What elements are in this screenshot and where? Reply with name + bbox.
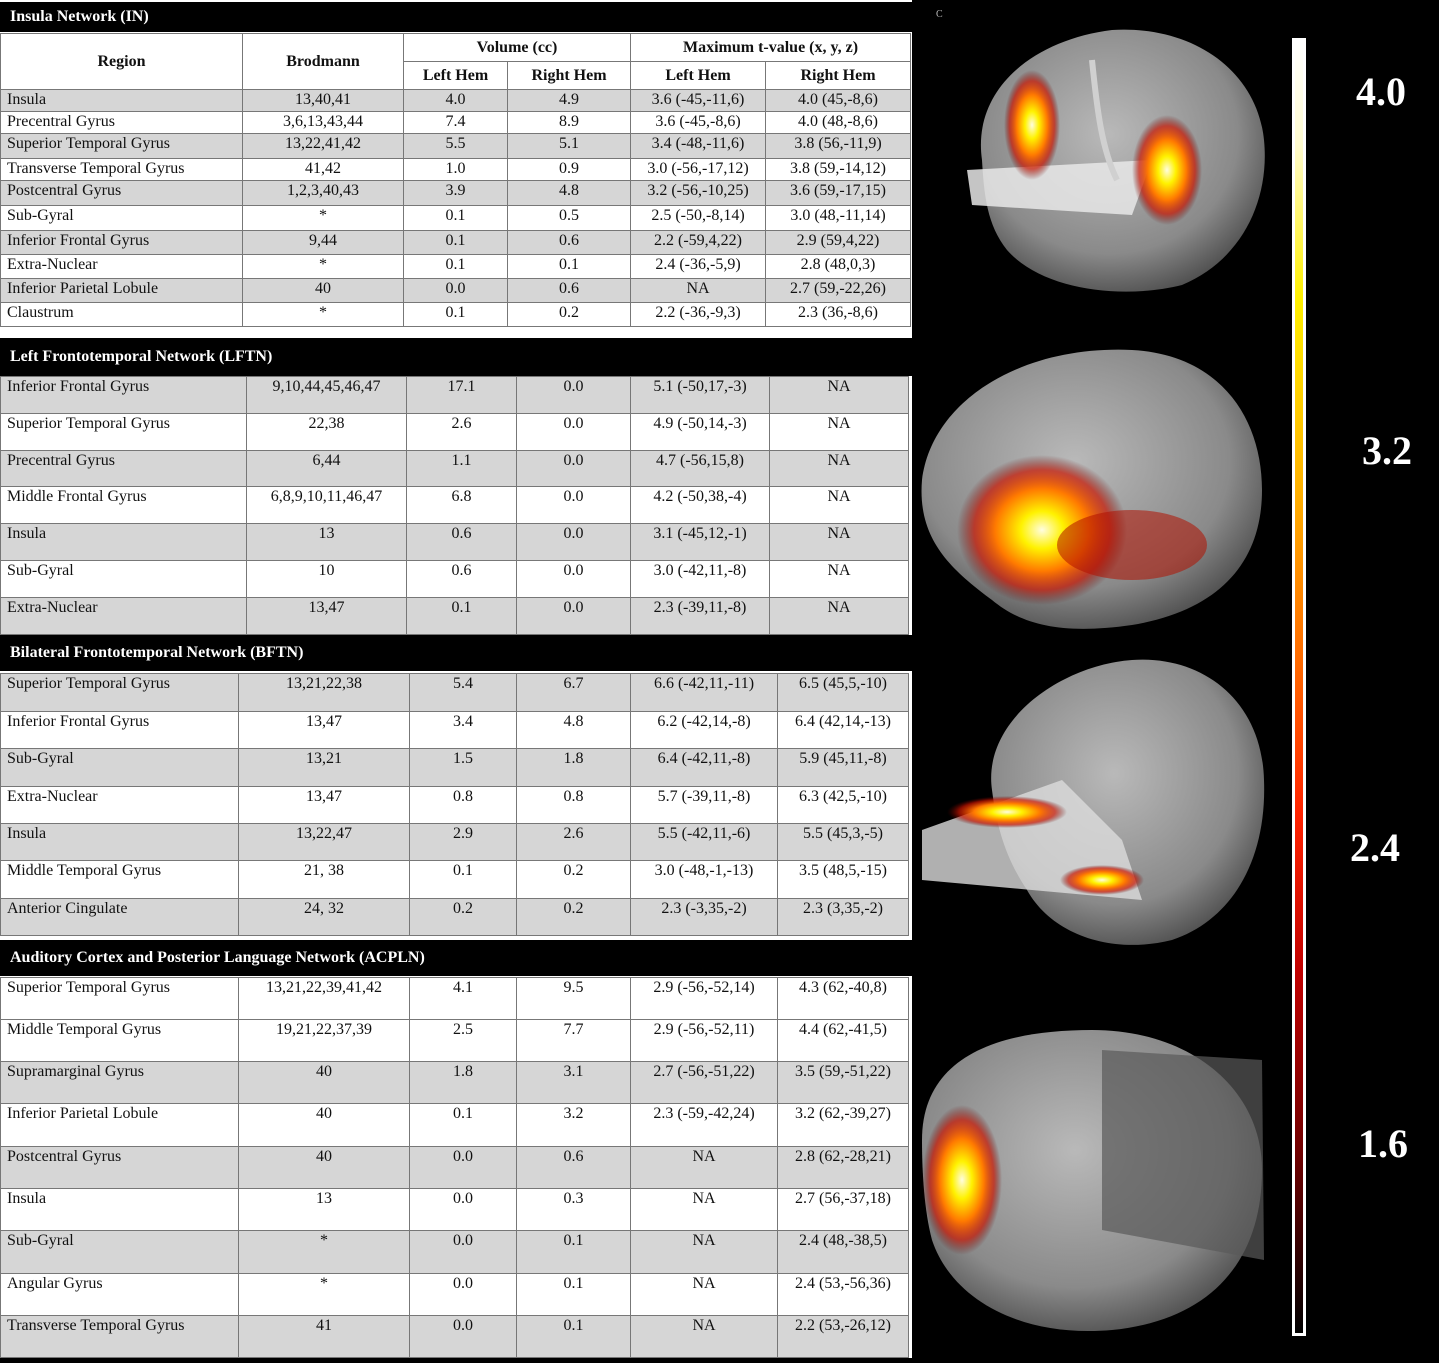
cell-region: Transverse Temporal Gyrus: [1, 159, 243, 181]
cell-maxt-left: 4.9 (-50,14,-3): [631, 414, 770, 451]
header-volume: Volume (cc): [404, 34, 631, 62]
cell-vol-right: 1.8: [517, 749, 631, 787]
table-row: [1, 1316, 909, 1358]
cell-region: Insula: [1, 824, 239, 861]
table-row: [1, 134, 911, 159]
cell-brodmann: 40: [239, 1062, 410, 1104]
cell-maxt-left: 6.2 (-42,14,-8): [631, 712, 778, 749]
cell-vol-right: 8.9: [508, 112, 631, 134]
cell-vol-left: 1.0: [404, 159, 508, 181]
cell-vol-left: 3.9: [404, 181, 508, 206]
cell-vol-left: 0.1: [410, 861, 517, 899]
cell-vol-right: 3.1: [517, 1062, 631, 1104]
cell-vol-left: 6.8: [407, 487, 517, 524]
cell-maxt-left: 3.1 (-45,12,-1): [631, 524, 770, 561]
cell-vol-left: 0.1: [410, 1104, 517, 1147]
cell-region: Superior Temporal Gyrus: [1, 674, 239, 712]
cell-maxt-left: 2.9 (-56,-52,14): [631, 978, 778, 1020]
cell-region: Transverse Temporal Gyrus: [1, 1316, 239, 1358]
cell-vol-right: 9.5: [517, 978, 631, 1020]
cell-maxt-right: 5.5 (45,3,-5): [778, 824, 909, 861]
colorbar-label-min: 1.6: [1358, 1121, 1408, 1166]
cell-maxt-right: NA: [770, 487, 909, 524]
cell-region: Sub-Gyral: [1, 1231, 239, 1274]
brain-bftn: [922, 660, 1264, 945]
color-scale-bar: [1292, 38, 1306, 1336]
table-row: [1, 598, 909, 635]
cell-vol-left: 0.1: [404, 303, 508, 327]
cell-brodmann: 9,10,44,45,46,47: [247, 377, 407, 414]
table-in: [0, 33, 911, 327]
cell-region: Insula: [1, 1189, 239, 1231]
cell-brodmann: 40: [243, 279, 404, 303]
cell-region: Insula: [1, 90, 243, 112]
cell-vol-left: 0.8: [410, 787, 517, 824]
table-row: [1, 90, 911, 112]
cell-brodmann: *: [239, 1274, 410, 1316]
cell-maxt-right: 3.6 (59,-17,15): [766, 181, 911, 206]
cell-maxt-left: NA: [631, 279, 766, 303]
cell-region: Sub-Gyral: [1, 561, 247, 598]
cell-maxt-right: 3.5 (59,-51,22): [778, 1062, 909, 1104]
cell-brodmann: 13,21,22,39,41,42: [239, 978, 410, 1020]
cell-maxt-right: 2.3 (3,35,-2): [778, 899, 909, 936]
cell-vol-right: 4.9: [508, 90, 631, 112]
cell-vol-left: 0.0: [410, 1189, 517, 1231]
cell-brodmann: 9,44: [243, 231, 404, 255]
cell-vol-left: 0.1: [404, 206, 508, 231]
cell-vol-right: 0.6: [517, 1147, 631, 1189]
brain-renders: [912, 0, 1288, 1358]
cell-region: Inferior Parietal Lobule: [1, 1104, 239, 1147]
cell-maxt-right: 2.8 (62,-28,21): [778, 1147, 909, 1189]
cell-vol-left: 0.1: [407, 598, 517, 635]
cell-vol-right: 0.0: [517, 487, 631, 524]
cell-maxt-right: 3.8 (56,-11,9): [766, 134, 911, 159]
cell-brodmann: 6,8,9,10,11,46,47: [247, 487, 407, 524]
section-title-bftn: Bilateral Frontotemporal Network (BFTN): [0, 635, 912, 671]
brain-render-panel: [912, 0, 1288, 1358]
cell-vol-left: 1.8: [410, 1062, 517, 1104]
table-row: [1, 414, 909, 451]
cell-vol-right: 0.8: [517, 787, 631, 824]
cell-maxt-right: 4.0 (45,-8,6): [766, 90, 911, 112]
cell-region: Supramarginal Gyrus: [1, 1062, 239, 1104]
cell-maxt-right: 2.3 (36,-8,6): [766, 303, 911, 327]
cell-region: Inferior Frontal Gyrus: [1, 712, 239, 749]
cell-region: Middle Temporal Gyrus: [1, 1020, 239, 1062]
table-row: [1, 255, 911, 279]
cell-vol-left: 2.9: [410, 824, 517, 861]
cell-maxt-left: 2.5 (-50,-8,14): [631, 206, 766, 231]
cell-vol-left: 0.1: [404, 231, 508, 255]
cell-vol-right: 4.8: [517, 712, 631, 749]
cell-vol-left: 0.0: [410, 1231, 517, 1274]
header-max-t-right-hem: Right Hem: [766, 62, 911, 90]
cell-maxt-right: NA: [770, 524, 909, 561]
cell-brodmann: 13: [247, 524, 407, 561]
cell-vol-right: 0.0: [517, 598, 631, 635]
cell-vol-left: 0.0: [410, 1316, 517, 1358]
cell-vol-left: 3.4: [410, 712, 517, 749]
table-row: [1, 1062, 909, 1104]
table-row: [1, 861, 909, 899]
table-row: [1, 978, 909, 1020]
cell-maxt-right: 6.3 (42,5,-10): [778, 787, 909, 824]
table-acpln: [0, 977, 909, 1358]
cell-vol-left: 17.1: [407, 377, 517, 414]
cell-maxt-left: 2.3 (-59,-42,24): [631, 1104, 778, 1147]
cell-region: Angular Gyrus: [1, 1274, 239, 1316]
header-volume-left-hem: Left Hem: [404, 62, 508, 90]
cell-vol-right: 0.1: [517, 1274, 631, 1316]
cell-vol-left: 0.1: [404, 255, 508, 279]
table-lftn: [0, 376, 909, 635]
cell-vol-right: 0.2: [508, 303, 631, 327]
cell-vol-left: 1.1: [407, 451, 517, 487]
cell-vol-right: 0.2: [517, 861, 631, 899]
cell-brodmann: 13,47: [239, 787, 410, 824]
cell-vol-right: 0.2: [517, 899, 631, 936]
cell-brodmann: *: [243, 255, 404, 279]
cell-brodmann: 40: [239, 1147, 410, 1189]
cell-maxt-right: 2.7 (56,-37,18): [778, 1189, 909, 1231]
cell-maxt-left: 3.2 (-56,-10,25): [631, 181, 766, 206]
table-row: [1, 206, 911, 231]
table-row: [1, 1274, 909, 1316]
cell-brodmann: 19,21,22,37,39: [239, 1020, 410, 1062]
table-row: [1, 451, 909, 487]
cell-region: Superior Temporal Gyrus: [1, 978, 239, 1020]
cell-maxt-left: 4.7 (-56,15,8): [631, 451, 770, 487]
cell-brodmann: *: [239, 1231, 410, 1274]
cell-maxt-left: 2.2 (-59,4,22): [631, 231, 766, 255]
cell-region: Inferior Parietal Lobule: [1, 279, 243, 303]
cell-maxt-left: 3.6 (-45,-11,6): [631, 90, 766, 112]
cell-maxt-right: NA: [770, 598, 909, 635]
cell-brodmann: 13,22,41,42: [243, 134, 404, 159]
cell-vol-right: 4.8: [508, 181, 631, 206]
cell-vol-right: 7.7: [517, 1020, 631, 1062]
cell-region: Postcentral Gyrus: [1, 181, 243, 206]
cell-region: Sub-Gyral: [1, 749, 239, 787]
cell-brodmann: 24, 32: [239, 899, 410, 936]
cell-vol-right: 0.9: [508, 159, 631, 181]
cell-maxt-left: 4.2 (-50,38,-4): [631, 487, 770, 524]
cell-vol-right: 0.1: [508, 255, 631, 279]
cell-vol-left: 0.6: [407, 524, 517, 561]
cell-region: Inferior Frontal Gyrus: [1, 231, 243, 255]
cell-brodmann: 13: [239, 1189, 410, 1231]
cell-vol-left: 2.5: [410, 1020, 517, 1062]
section-title-acpln: Auditory Cortex and Posterior Language Network (ACPLN): [0, 940, 912, 976]
table-row: [1, 112, 911, 134]
cell-region: Middle Temporal Gyrus: [1, 861, 239, 899]
colorbar-label-3: 2.4: [1350, 825, 1400, 870]
cell-vol-left: 0.2: [410, 899, 517, 936]
colorbar-label-max: 4.0: [1356, 69, 1406, 114]
cell-maxt-left: NA: [631, 1189, 778, 1231]
cell-region: Postcentral Gyrus: [1, 1147, 239, 1189]
cell-brodmann: 13,40,41: [243, 90, 404, 112]
cell-maxt-left: 2.4 (-36,-5,9): [631, 255, 766, 279]
table-row: [1, 749, 909, 787]
cell-region: Inferior Frontal Gyrus: [1, 377, 247, 414]
cell-region: Extra-Nuclear: [1, 787, 239, 824]
cell-maxt-right: NA: [770, 377, 909, 414]
table-row: [1, 303, 911, 327]
brain-acpln: [922, 1030, 1264, 1331]
header-region: Region: [1, 34, 243, 90]
table-row: [1, 487, 909, 524]
cell-vol-left: 5.5: [404, 134, 508, 159]
cell-maxt-left: 3.0 (-42,11,-8): [631, 561, 770, 598]
cell-vol-right: 0.5: [508, 206, 631, 231]
section-title-in: Insula Network (IN): [0, 2, 912, 32]
cell-vol-left: 0.0: [404, 279, 508, 303]
cell-vol-left: 0.0: [410, 1147, 517, 1189]
stray-glyph: C: [936, 9, 943, 20]
cell-vol-right: 0.0: [517, 377, 631, 414]
cell-vol-right: 0.0: [517, 524, 631, 561]
cell-vol-right: 0.6: [508, 231, 631, 255]
cell-maxt-left: 3.0 (-56,-17,12): [631, 159, 766, 181]
table-row: [1, 1147, 909, 1189]
cell-maxt-right: 2.2 (53,-26,12): [778, 1316, 909, 1358]
cell-region: Precentral Gyrus: [1, 112, 243, 134]
cell-maxt-right: 4.3 (62,-40,8): [778, 978, 909, 1020]
cell-region: Claustrum: [1, 303, 243, 327]
cell-maxt-left: 2.7 (-56,-51,22): [631, 1062, 778, 1104]
cell-region: Extra-Nuclear: [1, 598, 247, 635]
cell-region: Precentral Gyrus: [1, 451, 247, 487]
cell-region: Anterior Cingulate: [1, 899, 239, 936]
table-row: [1, 787, 909, 824]
cell-brodmann: 10: [247, 561, 407, 598]
cell-maxt-right: 2.9 (59,4,22): [766, 231, 911, 255]
table-row: [1, 712, 909, 749]
cell-vol-left: 0.0: [410, 1274, 517, 1316]
cell-region: Insula: [1, 524, 247, 561]
cell-vol-right: 2.6: [517, 824, 631, 861]
cell-vol-right: 5.1: [508, 134, 631, 159]
table-row: [1, 824, 909, 861]
cell-brodmann: 13,22,47: [239, 824, 410, 861]
cell-region: Sub-Gyral: [1, 206, 243, 231]
cell-maxt-right: 6.4 (42,14,-13): [778, 712, 909, 749]
cell-maxt-right: 4.0 (48,-8,6): [766, 112, 911, 134]
cell-maxt-right: NA: [770, 414, 909, 451]
cell-maxt-left: 2.2 (-36,-9,3): [631, 303, 766, 327]
table-row: [1, 1231, 909, 1274]
cell-vol-left: 5.4: [410, 674, 517, 712]
cell-maxt-left: 5.5 (-42,11,-6): [631, 824, 778, 861]
brain-lftn: [922, 350, 1262, 629]
cell-maxt-right: 4.4 (62,-41,5): [778, 1020, 909, 1062]
cell-region: Middle Frontal Gyrus: [1, 487, 247, 524]
cell-vol-left: 7.4: [404, 112, 508, 134]
cell-brodmann: 13,21,22,38: [239, 674, 410, 712]
cell-vol-left: 4.0: [404, 90, 508, 112]
cell-maxt-left: 3.6 (-45,-8,6): [631, 112, 766, 134]
cell-brodmann: 1,2,3,40,43: [243, 181, 404, 206]
cell-maxt-left: 3.4 (-48,-11,6): [631, 134, 766, 159]
table-row: [1, 1104, 909, 1147]
table-bftn: [0, 673, 909, 936]
cell-vol-right: 0.6: [508, 279, 631, 303]
cell-vol-right: 0.3: [517, 1189, 631, 1231]
cell-maxt-left: NA: [631, 1231, 778, 1274]
cell-vol-right: 3.2: [517, 1104, 631, 1147]
table-row: [1, 1189, 909, 1231]
cell-vol-right: 0.0: [517, 561, 631, 598]
cell-maxt-left: 5.1 (-50,17,-3): [631, 377, 770, 414]
table-row: [1, 1020, 909, 1062]
cell-vol-right: 0.0: [517, 414, 631, 451]
table-row: [1, 159, 911, 181]
cell-maxt-right: 2.8 (48,0,3): [766, 255, 911, 279]
cell-brodmann: 41: [239, 1316, 410, 1358]
cell-maxt-left: 2.3 (-39,11,-8): [631, 598, 770, 635]
cell-maxt-left: 6.4 (-42,11,-8): [631, 749, 778, 787]
section-title-lftn: Left Frontotemporal Network (LFTN): [0, 338, 912, 376]
cell-vol-right: 0.1: [517, 1231, 631, 1274]
cell-brodmann: 22,38: [247, 414, 407, 451]
cell-vol-right: 0.1: [517, 1316, 631, 1358]
cell-maxt-left: NA: [631, 1316, 778, 1358]
cell-maxt-left: 2.9 (-56,-52,11): [631, 1020, 778, 1062]
header-max-t-left-hem: Left Hem: [631, 62, 766, 90]
cell-maxt-right: 2.4 (48,-38,5): [778, 1231, 909, 1274]
cell-brodmann: 6,44: [247, 451, 407, 487]
cell-brodmann: 13,21: [239, 749, 410, 787]
cell-maxt-right: 3.2 (62,-39,27): [778, 1104, 909, 1147]
cell-brodmann: 13,47: [239, 712, 410, 749]
cell-maxt-right: 6.5 (45,5,-10): [778, 674, 909, 712]
cell-vol-right: 0.0: [517, 451, 631, 487]
cell-brodmann: 13,47: [247, 598, 407, 635]
table-row: [1, 279, 911, 303]
table-row: [1, 181, 911, 206]
cell-maxt-right: 3.0 (48,-11,14): [766, 206, 911, 231]
table-row: [1, 524, 909, 561]
table-row: [1, 231, 911, 255]
cell-maxt-left: NA: [631, 1274, 778, 1316]
cell-maxt-right: NA: [770, 451, 909, 487]
cell-maxt-right: 3.8 (59,-14,12): [766, 159, 911, 181]
colorbar-label-2: 3.2: [1362, 428, 1412, 473]
cell-brodmann: 40: [239, 1104, 410, 1147]
table-row: [1, 377, 909, 414]
cell-maxt-left: 6.6 (-42,11,-11): [631, 674, 778, 712]
cell-maxt-right: 5.9 (45,11,-8): [778, 749, 909, 787]
cell-region: Extra-Nuclear: [1, 255, 243, 279]
cell-region: Superior Temporal Gyrus: [1, 414, 247, 451]
cell-maxt-left: 2.3 (-3,35,-2): [631, 899, 778, 936]
header-max-t: Maximum t-value (x, y, z): [631, 34, 911, 62]
cell-vol-left: 2.6: [407, 414, 517, 451]
cell-vol-left: 0.6: [407, 561, 517, 598]
cell-maxt-left: NA: [631, 1147, 778, 1189]
cell-maxt-right: 3.5 (48,5,-15): [778, 861, 909, 899]
header-volume-right-hem: Right Hem: [508, 62, 631, 90]
cell-brodmann: 21, 38: [239, 861, 410, 899]
header-brodmann: Brodmann: [243, 34, 404, 90]
cell-vol-left: 1.5: [410, 749, 517, 787]
cell-brodmann: 3,6,13,43,44: [243, 112, 404, 134]
cell-brodmann: *: [243, 206, 404, 231]
cell-maxt-left: 5.7 (-39,11,-8): [631, 787, 778, 824]
table-row: [1, 561, 909, 598]
cell-region: Superior Temporal Gyrus: [1, 134, 243, 159]
brain-in: [967, 30, 1265, 292]
cell-brodmann: *: [243, 303, 404, 327]
cell-maxt-right: 2.4 (53,-56,36): [778, 1274, 909, 1316]
cell-vol-left: 4.1: [410, 978, 517, 1020]
cell-maxt-left: 3.0 (-48,-1,-13): [631, 861, 778, 899]
cell-maxt-right: 2.7 (59,-22,26): [766, 279, 911, 303]
cell-brodmann: 41,42: [243, 159, 404, 181]
cell-maxt-right: NA: [770, 561, 909, 598]
table-row: [1, 674, 909, 712]
table-row: [1, 899, 909, 936]
cell-vol-right: 6.7: [517, 674, 631, 712]
